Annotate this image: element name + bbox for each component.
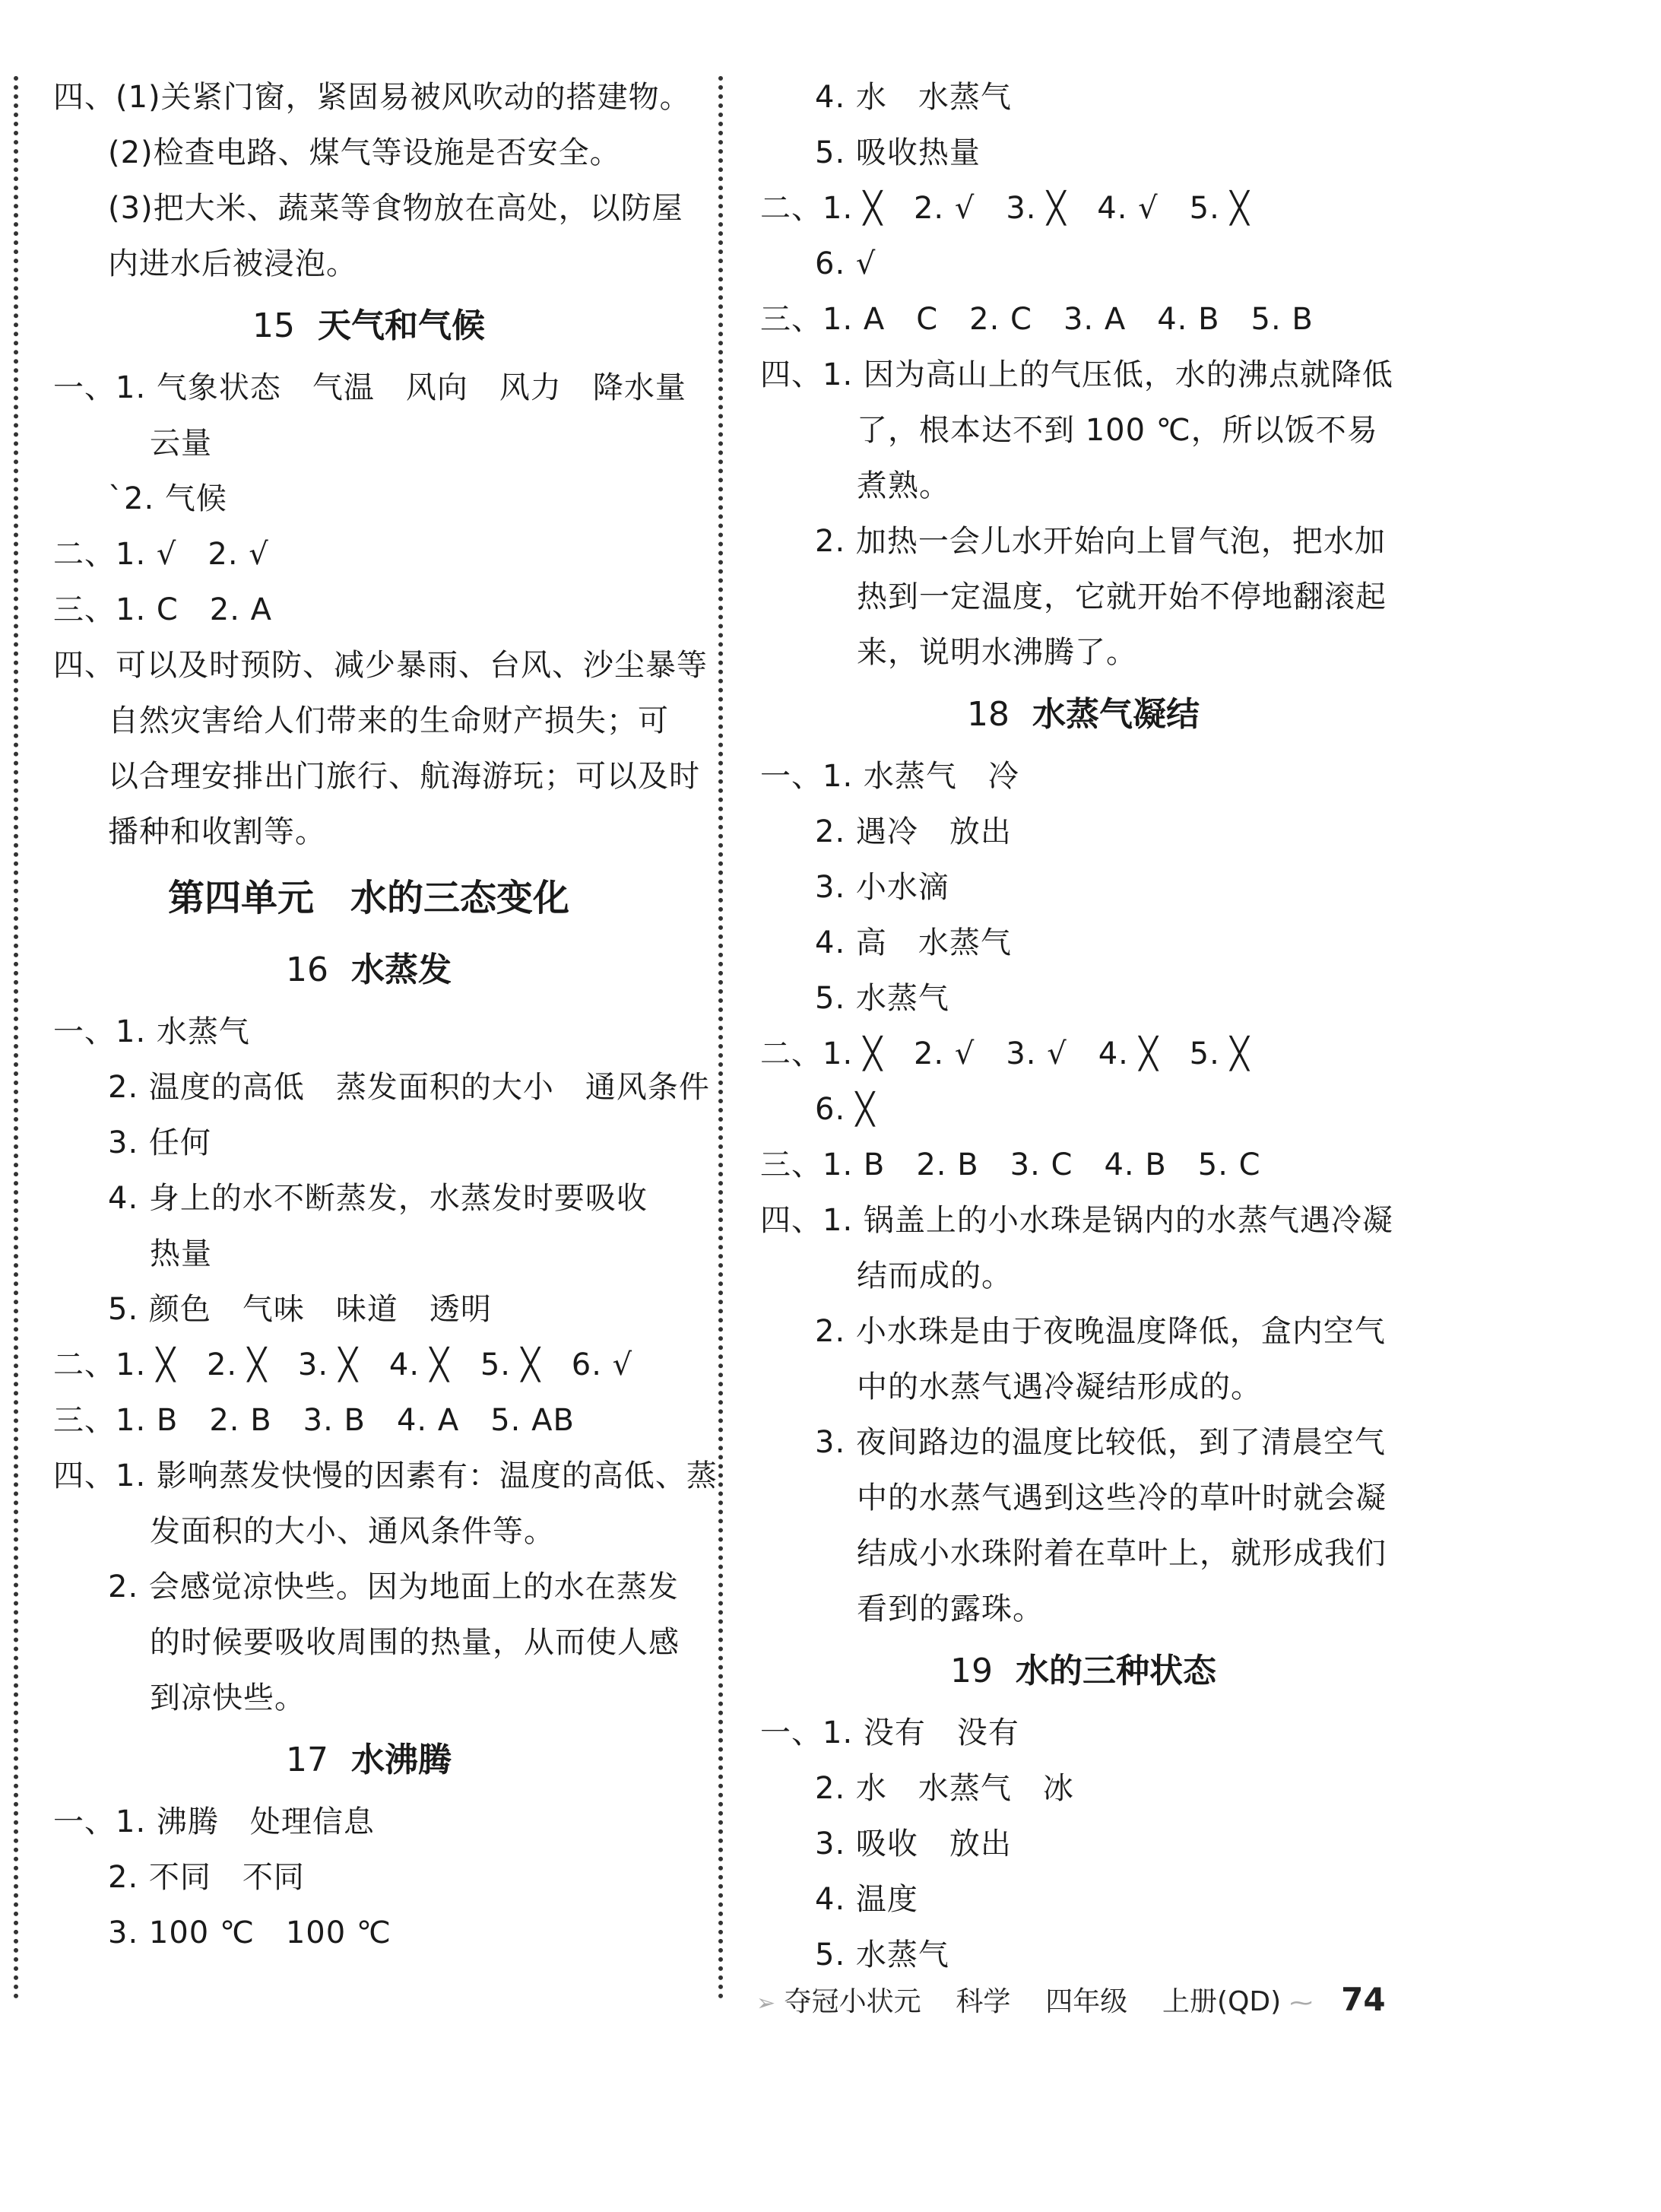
answer-line: 四、1. 因为高山上的气压低，水的沸点就降低 xyxy=(760,357,1393,392)
section-title: 天气和气候 xyxy=(318,306,485,345)
answer-line: 一、1. 没有 没有 xyxy=(760,1715,1019,1750)
answer-line: 6. ╳ xyxy=(815,1092,875,1127)
footer-brand: 夺冠小状元 xyxy=(784,1986,921,2017)
section-heading xyxy=(53,936,684,1004)
answer-line: 煮熟。 xyxy=(857,468,950,503)
answer-line: 四、1. 锅盖上的小水珠是锅内的水蒸气遇冷凝 xyxy=(760,1203,1393,1238)
answer-line: 4. 水 水蒸气 xyxy=(815,80,1012,115)
answer-line: 以合理安排出门旅行、航海游玩；可以及时 xyxy=(108,759,700,794)
left-binding-dots xyxy=(14,76,18,2000)
answer-line: 5. 水蒸气 xyxy=(815,981,949,1016)
answer-line: 四、可以及时预防、减少暴雨、台风、沙尘暴等 xyxy=(53,648,708,683)
answer-line: 4. 高 水蒸气 xyxy=(815,925,1012,960)
answer-line: 三、1. A C 2. C 3. A 4. B 5. B xyxy=(760,302,1314,337)
answer-line: 2. 加热一会儿水开始向上冒气泡，把水加 xyxy=(815,524,1386,559)
answer-line: 二、1. ╳ 2. ╳ 3. ╳ 4. ╳ 5. ╳ 6. √ xyxy=(53,1347,633,1382)
right-column xyxy=(760,70,1406,1983)
answer-line: 4. 身上的水不断蒸发，水蒸发时要吸收 xyxy=(108,1181,648,1216)
answer-line: 中的水蒸气遇到这些冷的草叶时就会凝 xyxy=(857,1480,1387,1515)
footer-grade: 四年级 xyxy=(1045,1986,1128,2017)
section-number: 19 xyxy=(950,1652,993,1690)
footer-arrow-icon: ➢ xyxy=(756,1990,776,2017)
answer-line: 四、(1)关紧门窗，紧固易被风吹动的搭建物。 xyxy=(53,80,691,115)
answer-line: 4. 温度 xyxy=(815,1882,918,1917)
answer-line: 播种和收割等。 xyxy=(108,814,326,849)
answer-line: 3. 小水滴 xyxy=(815,870,949,905)
answer-line: 三、1. C 2. A xyxy=(53,592,273,627)
left-column xyxy=(53,70,718,1961)
answer-line: 自然灾害给人们带来的生命财产损失；可 xyxy=(108,703,669,738)
answer-line: 2. 小水珠是由于夜晚温度降低，盒内空气 xyxy=(815,1314,1386,1349)
answer-line: 2. 遇冷 放出 xyxy=(815,814,1012,849)
answer-line: 5. 水蒸气 xyxy=(815,1937,949,1972)
answer-line: 2. 会感觉凉快些。因为地面上的水在蒸发 xyxy=(108,1569,679,1604)
answer-line: 热到一定温度，它就开始不停地翻滚起 xyxy=(857,579,1387,614)
section-title: 水的三种状态 xyxy=(1016,1652,1216,1690)
answer-line: 四、1. 影响蒸发快慢的因素有：温度的高低、蒸 xyxy=(53,1458,718,1493)
footer-tilde-icon: ⁓ xyxy=(1289,1990,1313,2017)
section-title: 水沸腾 xyxy=(351,1741,452,1779)
answer-line: (2)检查电路、煤气等设施是否安全。 xyxy=(108,135,621,170)
unit-title: 第四单元 水的三态变化 xyxy=(167,877,569,919)
section-number: 17 xyxy=(286,1741,328,1779)
section-title: 水蒸气凝结 xyxy=(1032,695,1200,734)
answer-line: 二、1. ╳ 2. √ 3. ╳ 4. √ 5. ╳ xyxy=(760,191,1250,226)
answer-line: 二、1. ╳ 2. √ 3. √ 4. ╳ 5. ╳ xyxy=(760,1036,1250,1071)
answer-line: 2. 温度的高低 蒸发面积的大小 通风条件 xyxy=(108,1070,710,1105)
answer-line: 发面积的大小、通风条件等。 xyxy=(150,1514,555,1549)
column-divider-dots xyxy=(718,76,723,2000)
answer-line: 的时候要吸收周围的热量，从而使人感 xyxy=(150,1625,680,1660)
answer-line: 5. 吸收热量 xyxy=(815,135,981,170)
section-heading xyxy=(53,1726,684,1795)
answer-line: 内进水后被浸泡。 xyxy=(108,246,357,281)
section-number: 18 xyxy=(967,695,1010,734)
page-footer xyxy=(756,1977,1386,2023)
answer-line: 来，说明水沸腾了。 xyxy=(857,635,1137,670)
section-number: 15 xyxy=(252,306,295,345)
answer-line: 中的水蒸气遇冷凝结形成的。 xyxy=(857,1369,1262,1404)
section-title: 水蒸发 xyxy=(351,950,452,989)
answer-line: 结成小水珠附着在草叶上，就形成我们 xyxy=(857,1536,1387,1571)
answer-line: (3)把大米、蔬菜等食物放在高处，以防屋 xyxy=(108,191,683,226)
answer-line: 一、1. 水蒸气 xyxy=(53,1014,250,1049)
answer-line: 到凉快些。 xyxy=(150,1680,306,1715)
answer-line: 3. 吸收 放出 xyxy=(815,1826,1012,1861)
answer-line: 2. 水 水蒸气 冰 xyxy=(815,1771,1074,1806)
answer-line: 看到的露珠。 xyxy=(857,1592,1044,1626)
answer-line: 三、1. B 2. B 3. B 4. A 5. AB xyxy=(53,1403,575,1438)
answer-line: 结而成的。 xyxy=(857,1258,1013,1293)
answer-line: 二、1. √ 2. √ xyxy=(53,537,269,572)
footer-subject: 科学 xyxy=(956,1986,1011,2017)
answer-line: 3. 夜间路边的温度比较低，到了清晨空气 xyxy=(815,1425,1386,1460)
answer-line: 一、1. 水蒸气 冷 xyxy=(760,759,1019,794)
answer-line: 3. 任何 xyxy=(108,1125,211,1160)
answer-line: 了，根本达不到 100 ℃，所以饭不易 xyxy=(857,413,1378,448)
answer-line: ˋ2. 气候 xyxy=(108,481,227,516)
answer-line: 5. 颜色 气味 味道 透明 xyxy=(108,1292,492,1327)
answer-line: 6. √ xyxy=(815,246,876,281)
answer-line: 一、1. 沸腾 处理信息 xyxy=(53,1804,375,1839)
answer-line: 3. 100 ℃ 100 ℃ xyxy=(108,1915,391,1950)
answer-line: 三、1. B 2. B 3. C 4. B 5. C xyxy=(760,1147,1261,1182)
answer-line: 热量 xyxy=(150,1236,212,1271)
answer-line: 一、1. 气象状态 气温 风向 风力 降水量 xyxy=(53,370,686,405)
footer-volume: 上册(QD) xyxy=(1162,1986,1282,2017)
section-heading xyxy=(53,292,684,360)
section-heading xyxy=(760,1637,1406,1706)
answer-line: 2. 不同 不同 xyxy=(108,1860,305,1895)
section-heading xyxy=(760,681,1406,749)
answer-line: 云量 xyxy=(150,426,212,461)
page-number: 74 xyxy=(1341,1981,1386,2018)
section-number: 16 xyxy=(286,950,328,989)
